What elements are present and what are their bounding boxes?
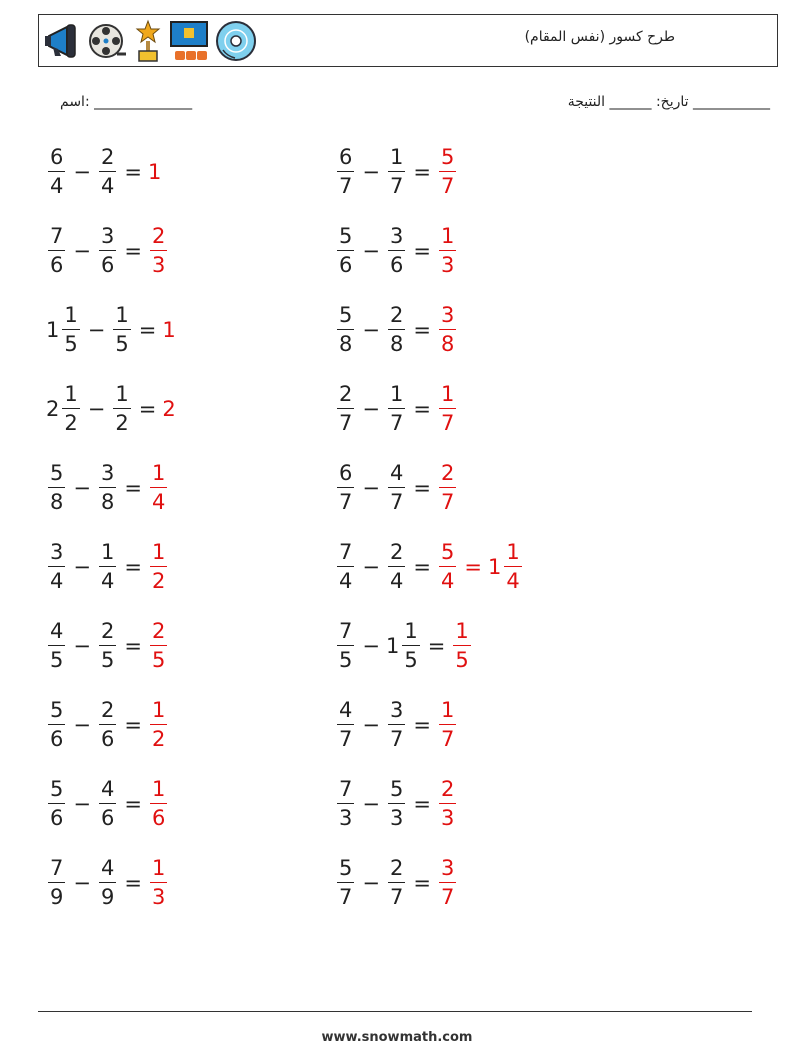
numerator: 5: [337, 858, 354, 883]
fraction: [388, 463, 405, 513]
fraction: [388, 226, 405, 276]
problem-item: [46, 142, 162, 202]
denominator: 7: [339, 727, 353, 751]
minus-sign: −: [362, 871, 380, 895]
monitor-icon: [169, 19, 211, 63]
numerator: 5: [439, 542, 456, 567]
fraction: [99, 542, 116, 592]
fraction: [439, 779, 456, 829]
denominator: 4: [100, 569, 115, 593]
fraction: [337, 621, 354, 671]
denominator: 7: [440, 727, 455, 751]
denominator: 5: [115, 332, 129, 356]
fraction: [62, 384, 79, 434]
minus-sign: −: [362, 160, 380, 184]
minus-sign: −: [362, 239, 380, 263]
minus-sign: −: [73, 160, 91, 184]
equals-sign: =: [138, 397, 157, 421]
problem-item: [46, 300, 177, 360]
denominator: 7: [389, 411, 404, 435]
answer: [148, 621, 169, 671]
denominator: 4: [151, 490, 166, 514]
problem-item: [335, 458, 458, 518]
fraction: [150, 542, 167, 592]
answer: [437, 858, 458, 908]
minus-sign: −: [362, 713, 380, 737]
denominator: 6: [50, 806, 64, 830]
equals-sign: =: [413, 476, 431, 500]
numerator: 2: [99, 147, 116, 172]
denominator: 7: [440, 174, 455, 198]
fraction: [99, 463, 116, 513]
fraction: [504, 542, 521, 592]
problem-item: [335, 774, 458, 834]
answer: [451, 621, 472, 671]
cd-disc-icon: [215, 20, 257, 62]
fraction: [48, 226, 65, 276]
answer: [148, 700, 169, 750]
denominator: 5: [100, 648, 115, 672]
problem-item: [46, 458, 169, 518]
footer-url: www.snowmath.com: [321, 1030, 473, 1045]
answer: [437, 700, 458, 750]
fraction: [150, 700, 167, 750]
numerator: 4: [99, 858, 116, 883]
equals-sign: =: [413, 713, 431, 737]
numerator: 3: [99, 463, 116, 488]
equals-sign: =: [138, 318, 157, 342]
fraction: [113, 305, 130, 355]
trophy-icon: [131, 19, 165, 63]
minus-sign: −: [362, 476, 380, 500]
denominator: 2: [151, 727, 166, 751]
fraction: [99, 858, 116, 908]
minus-sign: −: [73, 476, 91, 500]
fraction: [337, 858, 354, 908]
fraction: [48, 700, 65, 750]
numerator: 7: [337, 542, 354, 567]
numerator: 3: [48, 542, 65, 567]
minus-sign: −: [87, 318, 106, 342]
denominator: 5: [50, 648, 64, 672]
denominator: 4: [506, 569, 520, 593]
denominator: 3: [151, 253, 166, 277]
numerator: 2: [99, 700, 116, 725]
megaphone-icon: [43, 21, 83, 61]
numerator: 4: [388, 463, 405, 488]
minus-sign: −: [362, 397, 380, 421]
denominator: 6: [100, 806, 115, 830]
fraction: [99, 226, 116, 276]
footer-divider: [38, 1011, 752, 1012]
equals-sign: =: [413, 397, 431, 421]
numerator: 4: [48, 621, 65, 646]
whole-number: 1: [162, 318, 176, 342]
worksheet-header: [38, 14, 778, 67]
problem-item: [335, 537, 524, 597]
fraction: [439, 384, 456, 434]
fraction: [388, 779, 405, 829]
denominator: 5: [64, 332, 78, 356]
problem-item: [46, 853, 169, 913]
fraction: [439, 542, 456, 592]
whole-number: 2: [162, 397, 176, 421]
equals-sign: =: [124, 792, 142, 816]
answer: [437, 463, 458, 513]
numerator: 7: [48, 226, 65, 251]
answer: [148, 226, 169, 276]
answer: [437, 384, 458, 434]
fraction: [439, 858, 456, 908]
denominator: 4: [389, 569, 404, 593]
denominator: 7: [339, 411, 353, 435]
whole-number: 1: [46, 318, 60, 342]
fraction: [439, 226, 456, 276]
numerator: 4: [337, 700, 354, 725]
answer: [437, 147, 458, 197]
denominator: 6: [100, 727, 115, 751]
fraction: [62, 305, 79, 355]
denominator: 7: [389, 490, 404, 514]
problem-item: [46, 221, 169, 281]
fraction: [113, 384, 130, 434]
minus-sign: −: [73, 871, 91, 895]
numerator: 3: [99, 226, 116, 251]
fraction: [439, 147, 456, 197]
fraction: [150, 779, 167, 829]
numerator: 1: [62, 384, 79, 409]
numerator: 1: [439, 226, 456, 251]
numerator: 2: [439, 463, 456, 488]
numerator: 5: [48, 779, 65, 804]
fraction: [439, 700, 456, 750]
fraction: [48, 463, 65, 513]
denominator: 5: [151, 648, 166, 672]
answer: [148, 542, 169, 592]
equals-sign: =: [124, 160, 142, 184]
denominator: 3: [440, 253, 455, 277]
fraction: [99, 700, 116, 750]
fraction: [337, 542, 354, 592]
minus-sign: −: [73, 792, 91, 816]
problem-item: [46, 695, 169, 755]
numerator: 1: [113, 384, 130, 409]
denominator: 7: [389, 174, 404, 198]
equals-sign: =: [413, 792, 431, 816]
fraction: [388, 147, 405, 197]
numerator: 5: [337, 226, 354, 251]
equals-sign: =: [413, 871, 431, 895]
denominator: 7: [389, 885, 404, 909]
denominator: 5: [455, 648, 469, 672]
denominator: 3: [389, 806, 404, 830]
fraction: [402, 621, 419, 671]
denominator: 2: [151, 569, 166, 593]
fraction: [99, 779, 116, 829]
numerator: 4: [99, 779, 116, 804]
numerator: 1: [99, 542, 116, 567]
whole-number: 1: [147, 160, 162, 184]
fraction: [48, 147, 65, 197]
numerator: 5: [48, 700, 65, 725]
denominator: 6: [100, 253, 115, 277]
minus-sign: −: [73, 239, 91, 263]
denominator: 8: [50, 490, 64, 514]
numerator: 1: [150, 858, 167, 883]
numerator: 2: [388, 542, 405, 567]
fraction: [337, 384, 354, 434]
problem-item: [335, 142, 458, 202]
whole-number: 1: [385, 634, 400, 658]
answer: [437, 779, 458, 829]
numerator: 1: [504, 542, 521, 567]
numerator: 6: [48, 147, 65, 172]
denominator: 8: [389, 332, 404, 356]
film-reel-icon: [87, 21, 127, 61]
denominator: 7: [440, 490, 455, 514]
numerator: 5: [439, 147, 456, 172]
numerator: 3: [388, 700, 405, 725]
problem-item: [335, 300, 458, 360]
equals-sign: =: [413, 239, 431, 263]
denominator: 8: [339, 332, 353, 356]
denominator: 3: [151, 885, 166, 909]
numerator: 5: [337, 305, 354, 330]
header-icons: [43, 20, 257, 62]
equals-sign: =: [413, 555, 431, 579]
numerator: 5: [388, 779, 405, 804]
numerator: 7: [337, 779, 354, 804]
fraction: [337, 779, 354, 829]
minus-sign: −: [73, 713, 91, 737]
fraction: [337, 226, 354, 276]
numerator: 2: [150, 226, 167, 251]
fraction: [48, 621, 65, 671]
denominator: 4: [100, 174, 115, 198]
denominator: 8: [100, 490, 115, 514]
denominator: 8: [440, 332, 455, 356]
fraction: [439, 463, 456, 513]
denominator: 7: [440, 411, 455, 435]
minus-sign: −: [362, 792, 380, 816]
equals-sign: =: [124, 476, 142, 500]
answer: [148, 779, 169, 829]
minus-sign: −: [362, 318, 380, 342]
fraction: [150, 858, 167, 908]
answer: [162, 397, 176, 421]
equals-sign: =: [124, 239, 142, 263]
denominator: 9: [50, 885, 64, 909]
numerator: 1: [439, 384, 456, 409]
numerator: 1: [402, 621, 419, 646]
numerator: 1: [150, 700, 167, 725]
denominator: 3: [440, 806, 455, 830]
denominator: 5: [339, 648, 353, 672]
problem-item: [46, 616, 169, 676]
whole-number: 1: [487, 555, 502, 579]
name-field: اسم: ______________: [60, 94, 193, 110]
problem-item: [335, 221, 458, 281]
answer: [148, 858, 169, 908]
numerator: 3: [439, 858, 456, 883]
fraction: [48, 542, 65, 592]
equals-sign: =: [413, 160, 431, 184]
denominator: 3: [339, 806, 353, 830]
denominator: 6: [50, 727, 64, 751]
numerator: 1: [388, 384, 405, 409]
equals-sign: =: [413, 318, 431, 342]
date-score-field: تاريخ: ______ النتيجة ___________: [567, 94, 770, 110]
numerator: 6: [337, 463, 354, 488]
denominator: 2: [115, 411, 129, 435]
fraction: [388, 384, 405, 434]
fraction: [337, 305, 354, 355]
answer: [148, 160, 162, 184]
denominator: 4: [339, 569, 353, 593]
numerator: 6: [337, 147, 354, 172]
denominator: 5: [404, 648, 418, 672]
problem-item: [335, 616, 473, 676]
denominator: 7: [339, 174, 353, 198]
denominator: 6: [389, 253, 404, 277]
numerator: 7: [48, 858, 65, 883]
minus-sign: −: [362, 555, 380, 579]
worksheet-title: طرح كسور (نفس المقام): [524, 29, 675, 45]
fraction: [99, 147, 116, 197]
answer: [162, 318, 176, 342]
denominator: 4: [440, 569, 455, 593]
numerator: 2: [337, 384, 354, 409]
numerator: 1: [150, 463, 167, 488]
minus-sign: −: [73, 634, 91, 658]
whole-number: 2: [46, 397, 60, 421]
fraction: [150, 463, 167, 513]
denominator: 6: [151, 806, 166, 830]
denominator: 7: [440, 885, 455, 909]
fraction: [48, 858, 65, 908]
equals-sign: =: [124, 634, 142, 658]
answer: [437, 305, 458, 355]
numerator: 7: [337, 621, 354, 646]
answer: [148, 463, 169, 513]
numerator: 2: [99, 621, 116, 646]
numerator: 1: [150, 779, 167, 804]
numerator: 1: [439, 700, 456, 725]
fraction: [150, 621, 167, 671]
denominator: 7: [339, 885, 353, 909]
denominator: 4: [50, 569, 64, 593]
numerator: 2: [388, 305, 405, 330]
minus-sign: −: [73, 555, 91, 579]
denominator: 7: [389, 727, 404, 751]
numerator: 1: [150, 542, 167, 567]
denominator: 6: [339, 253, 353, 277]
denominator: 2: [64, 411, 78, 435]
numerator: 1: [453, 621, 470, 646]
fraction: [439, 305, 456, 355]
fraction: [99, 621, 116, 671]
fraction: [453, 621, 470, 671]
fraction: [388, 858, 405, 908]
numerator: 3: [388, 226, 405, 251]
fraction: [388, 700, 405, 750]
fraction: [388, 305, 405, 355]
equals-sign: =: [124, 713, 142, 737]
numerator: 1: [113, 305, 130, 330]
equals-sign: =: [124, 871, 142, 895]
numerator: 3: [439, 305, 456, 330]
numerator: 2: [150, 621, 167, 646]
fraction: [150, 226, 167, 276]
answer: [437, 542, 524, 592]
problem-item: [335, 695, 458, 755]
fraction: [388, 542, 405, 592]
problem-item: [46, 774, 169, 834]
numerator: 1: [62, 305, 79, 330]
fraction: [48, 779, 65, 829]
answer: [437, 226, 458, 276]
minus-sign: −: [87, 397, 106, 421]
equals-sign: =: [427, 634, 446, 658]
equals-sign: =: [464, 555, 482, 579]
denominator: 9: [100, 885, 115, 909]
denominator: 7: [339, 490, 353, 514]
equals-sign: =: [124, 555, 142, 579]
numerator: 2: [388, 858, 405, 883]
problem-item: [46, 537, 169, 597]
problem-item: [335, 379, 458, 439]
fraction: [337, 700, 354, 750]
fraction: [337, 463, 354, 513]
numerator: 5: [48, 463, 65, 488]
denominator: 4: [50, 174, 64, 198]
numerator: 1: [388, 147, 405, 172]
denominator: 6: [50, 253, 64, 277]
fraction: [337, 147, 354, 197]
problem-item: [46, 379, 177, 439]
minus-sign: −: [362, 634, 380, 658]
problem-item: [335, 853, 458, 913]
numerator: 2: [439, 779, 456, 804]
